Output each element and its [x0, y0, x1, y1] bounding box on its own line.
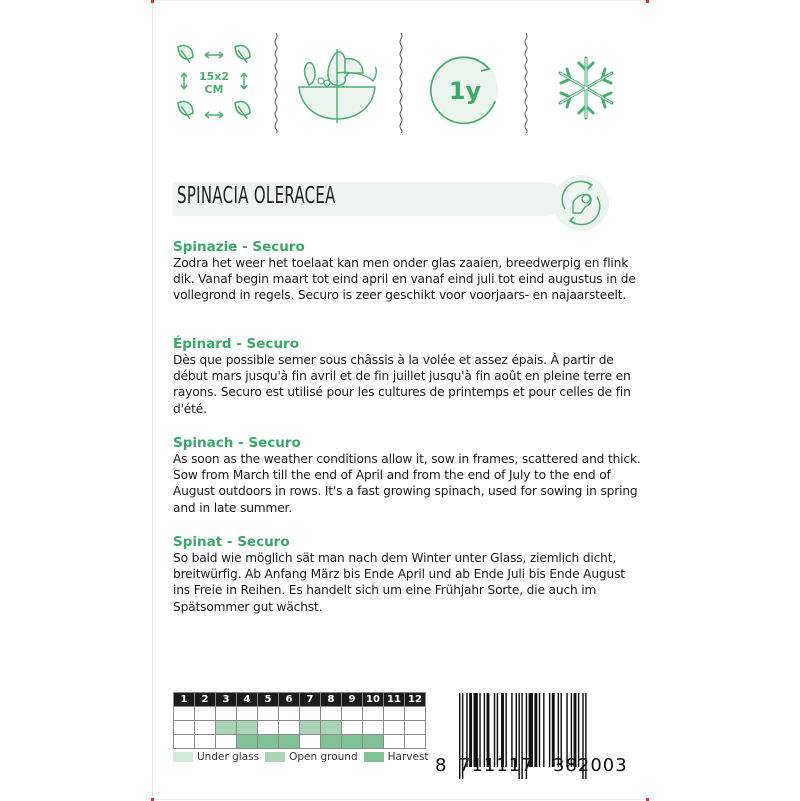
calendar-cell	[384, 707, 405, 721]
month-header: 4	[237, 693, 258, 707]
calendar-cell	[195, 707, 216, 721]
month-header: 2	[195, 693, 216, 707]
sowing-calendar	[173, 692, 426, 749]
description-english	[173, 435, 643, 516]
legend-item	[265, 751, 358, 763]
wavy-divider	[274, 33, 278, 133]
snowflake-icon	[555, 55, 617, 121]
spacing-label: 15x2	[198, 70, 230, 83]
calendar-cell	[258, 735, 279, 749]
section-body: Dès que possible semer sous châssis à la volée et assez épais. À partir de début mars jusqu'à fin avril et de fin juillet jusqu'à fin août en pleine terre en rayons. Securo est utilisé pour les cultures de printemps et pour celles de fin d'été.	[173, 353, 631, 416]
calendar-cell	[342, 735, 363, 749]
legend-swatch	[265, 752, 285, 762]
seed-packet-back	[152, 0, 647, 800]
calendar-row	[174, 735, 426, 749]
barcode-left-group: 711117	[459, 755, 534, 776]
legend-item	[173, 751, 259, 763]
calendar-cell	[174, 707, 195, 721]
calendar-cell	[174, 721, 195, 735]
month-header: 9	[342, 693, 363, 707]
calendar-cell	[174, 735, 195, 749]
legend-swatch	[173, 752, 193, 762]
month-header: 10	[363, 693, 384, 707]
calendar-row	[174, 721, 426, 735]
month-header: 1	[174, 693, 195, 707]
wavy-divider	[399, 33, 403, 133]
barcode-right-group: 382003	[553, 755, 628, 776]
species-latin-name: SPINACIA OLERACEA	[177, 183, 336, 209]
calendar-grid	[173, 692, 426, 749]
month-header: 11	[384, 693, 405, 707]
barcode-first-digit: 8	[435, 755, 448, 776]
calendar-cell	[363, 735, 384, 749]
month-header: 3	[216, 693, 237, 707]
calendar-cell	[237, 721, 258, 735]
calendar-cell	[258, 721, 279, 735]
calendar-cell	[384, 735, 405, 749]
lifespan-label: 1y	[448, 77, 482, 105]
calendar-cell	[363, 721, 384, 735]
calendar-cell	[342, 707, 363, 721]
calendar-cell	[300, 721, 321, 735]
calendar-cell	[321, 721, 342, 735]
calendar-cell	[279, 721, 300, 735]
section-title: Spinat - Securo	[173, 534, 290, 550]
one-year-cycle-icon	[425, 49, 505, 129]
section-body: Zodra het weer het toelaat kan men onder glas zaaien, breedwerpig en flink dik. Vanaf begin maart tot eind april en vanaf eind juli tot eind augustus in de vollegrond in regels. Securo is zeer geschikt voor voorjaars- en najaarsteelt.	[173, 256, 636, 303]
spacing-unit: CM	[204, 83, 224, 96]
calendar-cell	[237, 707, 258, 721]
legend-item	[364, 751, 429, 763]
description-german	[173, 534, 643, 615]
section-title: Spinach - Securo	[173, 435, 301, 451]
calendar-row	[174, 707, 426, 721]
month-header: 12	[405, 693, 426, 707]
legend-swatch	[364, 752, 384, 762]
month-header: 7	[300, 693, 321, 707]
calendar-cell	[342, 721, 363, 735]
hand-seed-recycle-icon	[551, 173, 611, 233]
calendar-cell	[321, 735, 342, 749]
calendar-cell	[300, 735, 321, 749]
calendar-cell	[300, 707, 321, 721]
calendar-cell	[216, 707, 237, 721]
section-body: So bald wie möglich sät man nach dem Winter unter Glass, ziemlich dicht, breitwürfig. Ab Anfang März bis Ende April und ab Ende Juli bis Ende August ins Freie in Reihen. Es handelt sich um eine Frühjahr Sorte, die auch im Spätsommer gut wächst.	[173, 551, 625, 614]
calendar-cell	[363, 707, 384, 721]
section-title: Épinard - Securo	[173, 336, 299, 352]
plant-spacing-icon	[173, 41, 255, 125]
calendar-cell	[279, 735, 300, 749]
crop-mark	[646, 0, 649, 3]
calendar-cell	[279, 707, 300, 721]
legend-label: Harvest	[387, 751, 429, 763]
calendar-cell	[405, 707, 426, 721]
info-icons-row	[153, 21, 647, 141]
salad-bowl-icon	[297, 45, 381, 127]
legend-label: Under glass	[197, 751, 260, 763]
section-body: As soon as the weather conditions allow it, sow in frames, scattered and thick. Sow from March till the end of April and from the end of July to the end of August outdoors in rows. It's a fast growing spinach, used for sowing in spring and in late summer.	[173, 452, 641, 515]
calendar-cell	[384, 721, 405, 735]
month-header: 6	[279, 693, 300, 707]
section-title: Spinazie - Securo	[173, 239, 305, 255]
calendar-cell	[258, 707, 279, 721]
calendar-cell	[195, 721, 216, 735]
calendar-cell	[237, 735, 258, 749]
calendar-cell	[216, 721, 237, 735]
month-header: 5	[258, 693, 279, 707]
calendar-cell	[195, 735, 216, 749]
calendar-cell	[405, 735, 426, 749]
calendar-cell	[405, 721, 426, 735]
calendar-cell	[321, 707, 342, 721]
month-header: 8	[321, 693, 342, 707]
description-dutch	[173, 239, 643, 304]
wavy-divider	[524, 33, 528, 133]
description-french	[173, 336, 643, 417]
legend-label: Open ground	[289, 751, 358, 763]
calendar-legend	[173, 750, 435, 764]
calendar-cell	[216, 735, 237, 749]
crop-mark	[151, 0, 154, 3]
